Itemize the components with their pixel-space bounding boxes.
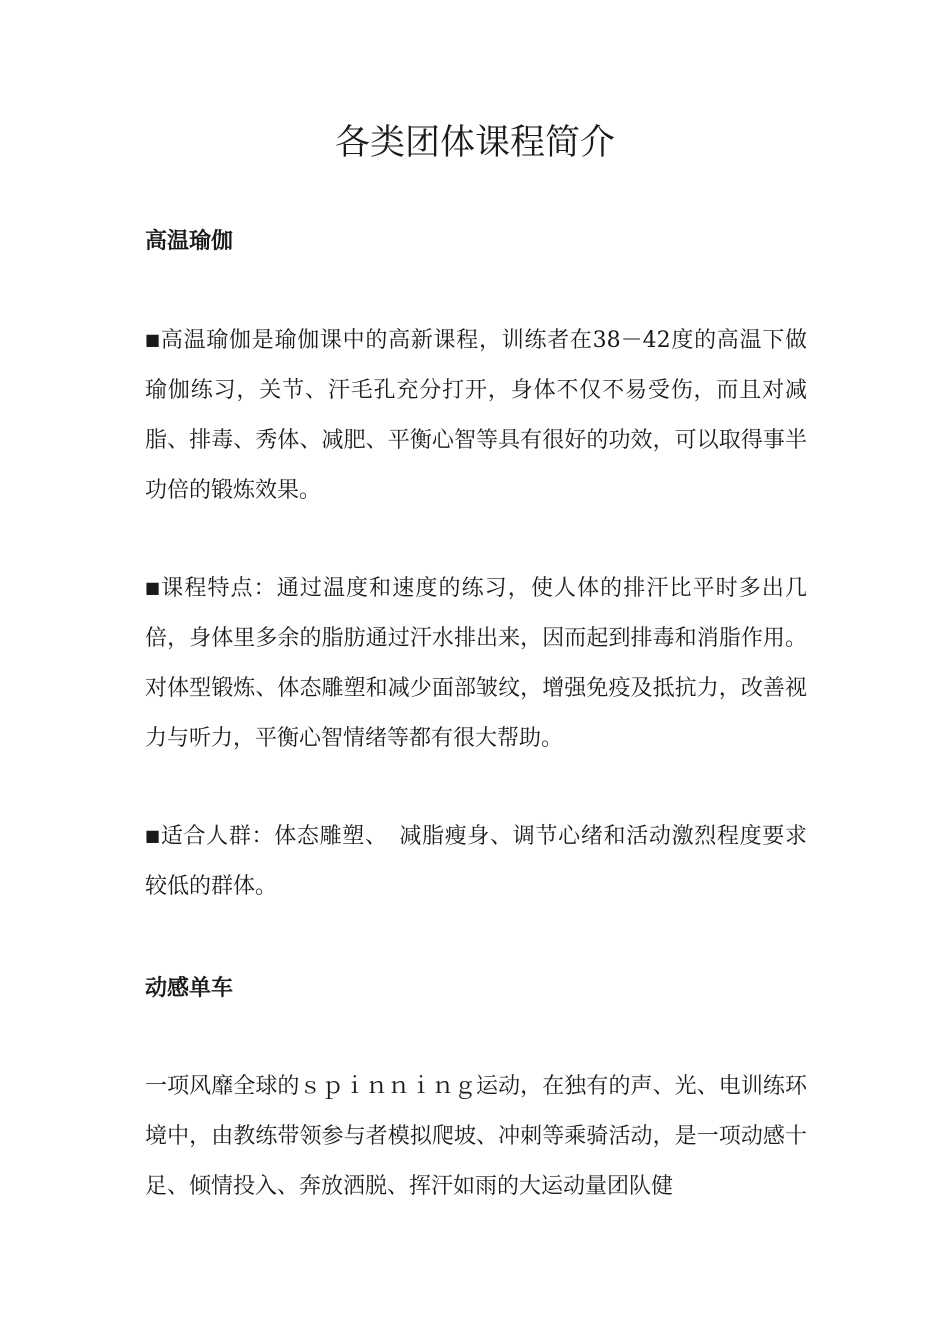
paragraph-text: 高温瑜伽是瑜伽课中的高新课程，训练者在38－42度的高温下做瑜伽练习，关节、汗毛孔充分打开，身体不仅不易受伤，而且对减脂、排毒、秀体、减肥、平衡心智等具有很好的功效，可以取得事半功倍的锻炼效果。 <box>145 328 807 503</box>
section-heading-hot-yoga: 高温瑜伽 <box>145 229 234 254</box>
paragraph-hot-yoga-features <box>145 563 807 764</box>
paragraph-hot-yoga-audience <box>145 811 807 912</box>
bullet-mark: ■ <box>145 330 161 349</box>
bullet-mark: ■ <box>145 578 162 597</box>
section-heading-spinning: 动感单车 <box>145 976 234 1001</box>
paragraph-text: 适合人群：体态雕塑、 减脂瘦身、调节心绪和活动激烈程度要求较低的群体。 <box>145 824 807 899</box>
paragraph-hot-yoga-intro <box>145 315 807 516</box>
paragraph-text: 一项风靡全球的ｓｐｉｎｎｉｎｇ运动，在独有的声、光、电训练环境中，由教练带领参与者模拟爬坡、冲刺等乘骑活动，是一项动感十足、倾情投入、奔放洒脱、挥汗如雨的大运动量团队健 <box>145 1074 807 1199</box>
bullet-mark: ■ <box>145 826 161 845</box>
document-title: 各类团体课程简介 <box>334 123 615 163</box>
paragraph-text: 课程特点：通过温度和速度的练习，使人体的排汗比平时多出几倍，身体里多余的脂肪通过汗水排出来，因而起到排毒和消脂作用。对体型锻炼、体态雕塑和减少面部皱纹，增强免疫及抵抗力，改善视力与听力，平衡心智情绪等都有很大帮助。 <box>145 576 807 751</box>
paragraph-spinning-intro <box>145 1062 807 1212</box>
